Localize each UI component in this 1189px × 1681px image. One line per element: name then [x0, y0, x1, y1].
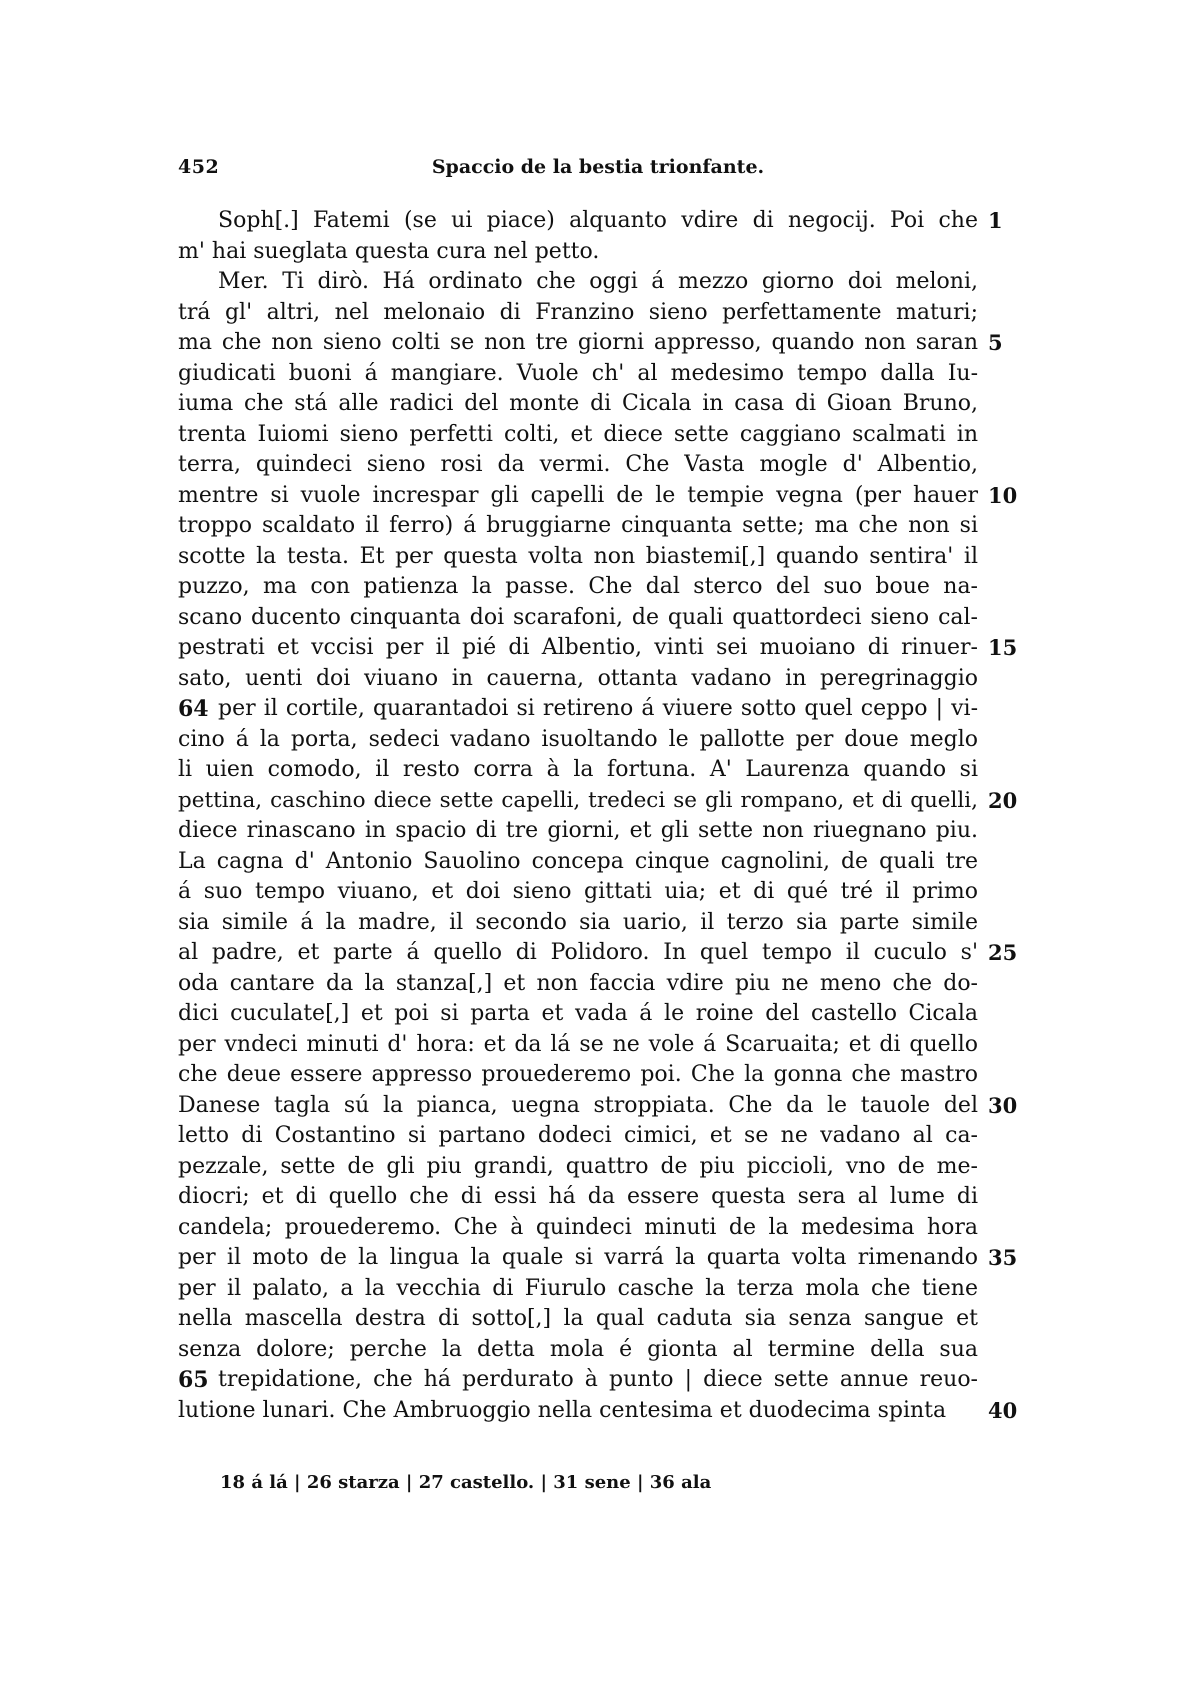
- line-text: á suo tempo viuano, et doi sieno gittati uia; et di qué tré il primo: [178, 879, 978, 904]
- text-line: [178, 1121, 978, 1152]
- text-line: [178, 481, 1018, 512]
- line-text: scano ducento cinquanta doi scarafoni, de quali quattordeci sieno cal-: [178, 604, 978, 630]
- line-text: diece rinascano in spacio di tre giorni, et gli sette non riuegnano piu.: [178, 818, 978, 843]
- text-line: [178, 1182, 978, 1213]
- line-text: che deue essere appresso prouederemo poi. Che la gonna che mastro: [178, 1062, 978, 1087]
- line-text: al padre, et parte á quello di Polidoro. In quel tempo il cuculo s': [178, 940, 978, 965]
- text-line: [178, 328, 1003, 359]
- text-line: [178, 572, 978, 603]
- text-line: [178, 1091, 1018, 1122]
- text-line: [178, 725, 978, 756]
- text-line: [178, 1396, 1018, 1427]
- text-line: [178, 1152, 978, 1183]
- line-text: mentre si vuole increspar gli capelli de le tempie vegna (per hauer: [178, 482, 978, 508]
- text-line: [178, 1060, 978, 1091]
- page-number: 452: [178, 156, 220, 178]
- line-text: per vndeci minuti d' hora: et da lá se ne vole á Scaruaita; et di quello: [178, 1031, 978, 1057]
- text-line: [178, 420, 978, 451]
- line-text: per il cortile, quarantadoi si retireno á viuere sotto quel ceppo | vi-: [218, 696, 978, 721]
- marginal-page-ref: 65: [178, 1367, 209, 1393]
- line-text: pettina, caschino diece sette capelli, tredeci se gli rompano, et di quelli,: [178, 787, 978, 813]
- line-text: lutione lunari. Che Ambruoggio nella centesima et duodecima spinta: [178, 1397, 947, 1423]
- line-text: terra, quindeci sieno rosi da vermi. Che Vasta mogle d' Albentio,: [178, 452, 978, 477]
- text-line: [178, 847, 978, 878]
- text-line: [178, 603, 978, 634]
- text-line: [178, 999, 978, 1030]
- text-line: [178, 633, 1018, 664]
- line-text: trenta Iuiomi sieno perfetti colti, et diece sette caggiano scalmati in: [178, 421, 978, 447]
- line-text: per il palato, a la vecchia di Fiurulo casche la terza mola che tiene: [178, 1275, 978, 1301]
- text-line: [178, 1335, 978, 1366]
- text-line: [178, 1304, 978, 1335]
- line-text: sia simile á la madre, il secondo sia uario, il terzo sia parte simile: [178, 909, 978, 935]
- main-text: [178, 206, 1018, 1426]
- text-line: [178, 1274, 978, 1305]
- line-text: trepidatione, che há perdurato à punto | diece sette annue reuo-: [218, 1367, 978, 1392]
- text-line: [178, 938, 1018, 969]
- marginal-page-ref: 64: [178, 696, 209, 722]
- text-line: [178, 694, 978, 725]
- line-text: sato, uenti doi viuano in cauerna, ottanta vadano in peregrinaggio: [178, 665, 978, 691]
- text-line: [178, 816, 978, 847]
- text-line: [178, 664, 978, 695]
- line-text: trá gl' altri, nel melonaio di Franzino sieno perfettamente maturi;: [178, 299, 978, 325]
- line-number: 5: [988, 330, 1003, 355]
- line-text: ma che non sieno colti se non tre giorni appresso, quando non saran: [178, 330, 978, 355]
- line-text: troppo scaldato il ferro) á bruggiarne cinquanta sette; ma che non si: [178, 513, 978, 538]
- text-line: [178, 786, 1018, 817]
- line-text: m' hai sueglata questa cura nel petto.: [178, 238, 600, 264]
- text-line: [178, 877, 978, 908]
- line-number: 30: [988, 1092, 1018, 1118]
- line-text: senza dolore; perche la detta mola é gionta al termine della sua: [178, 1336, 978, 1362]
- line-text: letto di Costantino si partano dodeci cimici, et se ne vadano al ca-: [178, 1123, 978, 1148]
- text-line: [178, 359, 978, 390]
- text-line: [178, 969, 978, 1000]
- line-text: Mer. Ti dirò. Há ordinato che oggi á mezzo giorno doi meloni,: [218, 269, 978, 294]
- text-line: [178, 206, 1003, 237]
- text-line: [178, 298, 978, 329]
- text-line: [178, 237, 978, 268]
- line-text: pestrati et vccisi per il pié di Albentio, vinti sei muoiano di rinuer-: [178, 635, 978, 660]
- text-line: [178, 1030, 978, 1061]
- line-text: iuma che stá alle radici del monte di Cicala in casa di Gioan Bruno,: [178, 391, 978, 416]
- line-text: Soph[.] Fatemi (se ui piace) alquanto vdire di negocij. Poi che: [218, 208, 978, 233]
- line-number: 20: [988, 787, 1018, 813]
- line-text: scotte la testa. Et per questa volta non biastemi[,] quando sentira' il: [178, 543, 978, 569]
- line-number: 1: [988, 208, 1003, 233]
- line-text: cino á la porta, sedeci vadano isuoltando le pallotte per doue meglo: [178, 726, 978, 752]
- line-text: La cagna d' Antonio Sauolino concepa cinque cagnolini, de quali tre: [178, 848, 978, 874]
- line-number: 40: [988, 1397, 1018, 1423]
- line-text: Danese tagla sú la pianca, uegna stroppiata. Che da le tauole del: [178, 1092, 978, 1118]
- line-number: 10: [988, 482, 1018, 508]
- line-text: diocri; et di quello che di essi há da essere questa sera al lume di: [178, 1184, 978, 1209]
- line-text: pezzale, sette de gli piu grandi, quattro de piu piccioli, vno de me-: [178, 1153, 978, 1179]
- page-header: [178, 156, 1018, 186]
- text-line: [178, 1243, 1018, 1274]
- text-line: [178, 908, 978, 939]
- line-text: per il moto de la lingua la quale si varrá la quarta volta rimenando: [178, 1245, 978, 1270]
- text-line: [178, 755, 978, 786]
- text-line: [178, 1213, 978, 1244]
- line-text: candela; prouederemo. Che à quindeci minuti de la medesima hora: [178, 1214, 978, 1240]
- line-text: li uien comodo, il resto corra à la fortuna. A' Laurenza quando si: [178, 757, 978, 782]
- text-line: [178, 542, 978, 573]
- line-text: oda cantare da la stanza[,] et non faccia vdire piu ne meno che do-: [178, 970, 978, 996]
- line-number: 15: [988, 635, 1018, 660]
- line-number: 35: [988, 1245, 1018, 1270]
- line-number: 25: [988, 940, 1018, 965]
- line-text: nella mascella destra di sotto[,] la qual caduta sia senza sangue et: [178, 1306, 978, 1331]
- text-line: [178, 1365, 978, 1396]
- critical-apparatus: 18 á lá | 26 starza | 27 castello. | 31 sene | 36 ala: [220, 1472, 712, 1493]
- line-text: dici cuculate[,] et poi si parta et vada á le roine del castello Cicala: [178, 1001, 978, 1026]
- running-title: Spaccio de la bestia trionfante.: [431, 156, 765, 178]
- text-line: [178, 267, 978, 298]
- line-text: giudicati buoni á mangiare. Vuole ch' al medesimo tempo dalla Iu-: [178, 360, 978, 386]
- line-text: puzzo, ma con patienza la passe. Che dal sterco del suo boue na-: [178, 574, 978, 599]
- text-line: [178, 389, 978, 420]
- text-line: [178, 450, 978, 481]
- text-line: [178, 511, 978, 542]
